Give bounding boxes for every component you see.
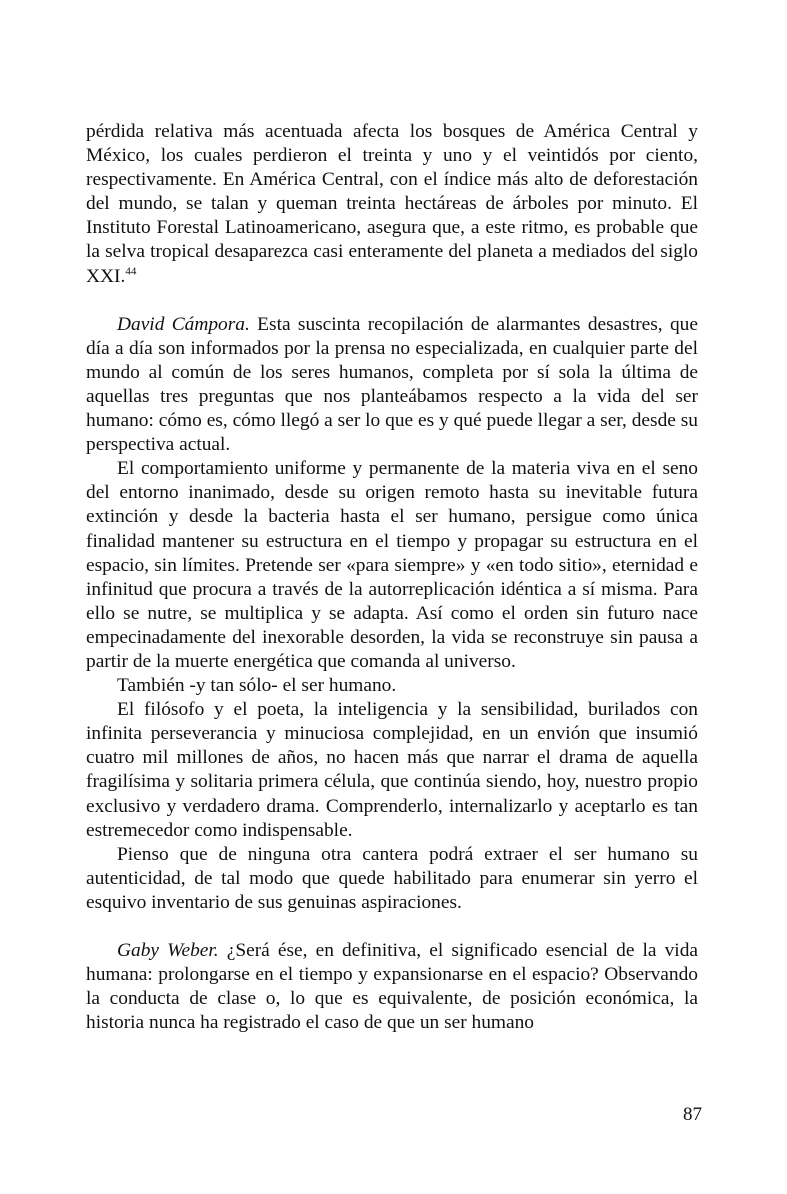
paragraph-david-campora: [86, 313, 698, 458]
paragraph-gaby-weber: [86, 939, 698, 1035]
speaker-name: Gaby Weber.: [117, 940, 219, 961]
page-body: [86, 120, 698, 1035]
paragraph-text: El filósofo y el poeta, la inteligencia y la sensibilidad, burilados con infinita perseverancia y minuciosa complejidad, en un envión que insumió cuatro mil millones de años, no hacen más que narrar el drama de aquella fragilísima y solitaria primera célula, que continúa siendo, hoy, nuestro propio exclusivo y verdadero drama. Comprenderlo, internalizarlo y aceptarlo es tan estremecedor como indispensable.: [86, 699, 698, 841]
paragraph-text: ¿Será ése, en definitiva, el significado esencial de la vida humana: prolongarse en el tiempo y expansionarse en el espacio? Observando la conducta de clase o, lo que es equivalente, de posición económica, la historia nunca ha registrado el caso de que un ser humano: [86, 940, 698, 1034]
speaker-name: David Cámpora.: [117, 313, 250, 335]
paragraph-text: Pienso que de ninguna otra cantera podrá extraer el ser humano su autenticidad, de tal modo que quede habilitado para enumerar sin yerro el esquivo inventario de sus genuinas aspiraciones.: [86, 843, 698, 913]
paragraph-authenticity: [86, 843, 698, 915]
paragraph-deforestation: [86, 120, 698, 289]
paragraph-human-being: [86, 674, 698, 698]
paragraph-philosopher-poet: [86, 698, 698, 843]
page-number: 87: [683, 1104, 702, 1125]
paragraph-text: pérdida relativa más acentuada afecta los bosques de América Central y México, los cuales perdieron el treinta y uno y el veintidós por ciento, respectivamente. En América Central, con el índice más alto de deforestación del mundo, se talan y queman treinta hectáreas de árboles por minuto. El Instituto Forestal Latinoamericano, asegura que, a este ritmo, es probable que la selva tropical desaparezca casi enteramente del planeta a mediados del siglo XXI.: [86, 121, 698, 287]
footnote-reference: 44: [125, 265, 137, 278]
paragraph-text: También -y tan sólo- el ser humano.: [117, 675, 397, 697]
paragraph-living-matter: [86, 457, 698, 674]
paragraph-text: El comportamiento uniforme y permanente de la materia viva en el seno del entorno inanimado, desde su origen remoto hasta su inevitable futura extinción y desde la bacteria hasta el ser humano, persigue como única finalidad mantener su estructura en el tiempo y propagar su estructura en el espacio, sin límites. Pretende ser «para siempre» y «en todo sitio», eternidad e infinitud que procura a través de la autorreplicación idéntica a sí misma. Para ello se nutre, se multiplica y se adapta. Así como el orden sin futuro nace empecinadamente del inexorable desorden, la vida se reconstruye sin pausa a partir de la muerte energética que comanda al universo.: [86, 458, 698, 672]
paragraph-text: Esta suscinta recopilación de alarmantes desastres, que día a día son informados por la prensa no especializada, en cualquier parte del mundo al común de los seres humanos, completa por sí sola la última de aquellas tres preguntas que nos planteábamos respecto a la vida del ser humano: cómo es, cómo llegó a ser lo que es y qué puede llegar a ser, desde su perspectiva actual.: [86, 313, 698, 456]
